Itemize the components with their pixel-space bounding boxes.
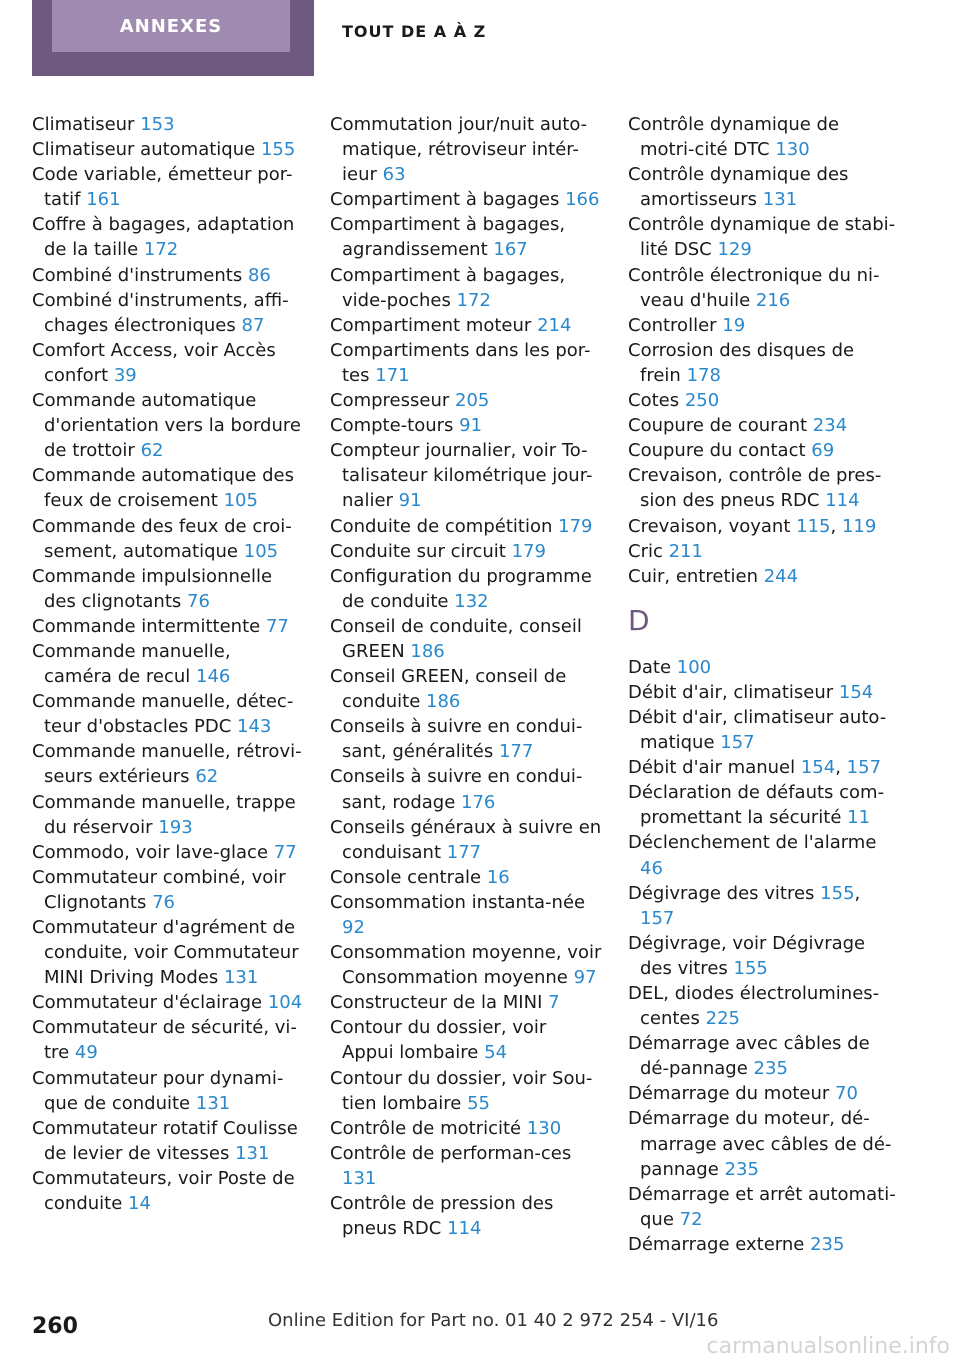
page-reference-link[interactable]: 39 bbox=[113, 364, 137, 386]
index-entry bbox=[330, 112, 602, 187]
page-reference-link[interactable]: 114 bbox=[825, 490, 860, 512]
index-entry bbox=[32, 739, 304, 789]
page-reference-link[interactable]: 153 bbox=[140, 114, 175, 135]
page-reference-link[interactable]: 115 bbox=[796, 515, 831, 537]
page-reference-link[interactable]: 167 bbox=[493, 239, 528, 261]
index-entry bbox=[330, 313, 602, 338]
index-entry bbox=[330, 1066, 602, 1116]
index-entry bbox=[628, 1106, 898, 1181]
page-reference-link[interactable]: 214 bbox=[537, 314, 572, 336]
index-entry: Dégivrage des vitres 155, 157 bbox=[628, 882, 861, 929]
page-reference-link[interactable]: 119 bbox=[841, 515, 877, 537]
index-entry bbox=[32, 689, 304, 739]
index-entry bbox=[330, 940, 602, 990]
index-entry-text: Débit d'air, climatiseur auto-matique bbox=[628, 706, 887, 754]
index-entry-text: Commutateur de sécurité, vi-tre bbox=[32, 1017, 297, 1064]
index-entry-text: Compartiment à bagages bbox=[330, 189, 560, 211]
index-entry-text: Démarrage avec câbles de dé-pannage bbox=[628, 1033, 870, 1080]
index-entry bbox=[32, 990, 304, 1015]
page-reference-link[interactable]: 157 bbox=[640, 907, 675, 929]
index-entry bbox=[330, 1141, 602, 1191]
index-entry bbox=[330, 815, 602, 865]
index-entry bbox=[32, 112, 304, 137]
index-entry-text: Controller bbox=[628, 314, 717, 336]
index-entry-text: Coupure du contact bbox=[628, 440, 806, 462]
index-entry-text: Contour du dossier, voir Appui lombaire bbox=[330, 1017, 547, 1064]
index-entry-text: Conseil de conduite, conseil GREEN bbox=[330, 615, 582, 662]
page-reference-link[interactable]: 178 bbox=[686, 364, 721, 386]
page-reference-link[interactable]: 14 bbox=[128, 1193, 151, 1215]
index-entry bbox=[330, 514, 602, 539]
index-entry-text: Climatiseur bbox=[32, 114, 135, 135]
index-entry bbox=[330, 187, 602, 212]
chapter-tab bbox=[32, 0, 314, 76]
index-entry-text: Consommation moyenne, voir Consommation moyenne bbox=[330, 942, 602, 989]
page-reference-link[interactable]: 132 bbox=[454, 590, 489, 612]
index-entry bbox=[628, 162, 898, 212]
index-entry-text: Commande manuelle, trappe du réservoir bbox=[32, 791, 296, 838]
page-reference-link[interactable]: 205 bbox=[455, 390, 490, 412]
page-reference-link[interactable]: 171 bbox=[375, 364, 410, 386]
page-reference-link[interactable]: 76 bbox=[152, 891, 175, 913]
page-reference-link[interactable]: 131 bbox=[762, 189, 798, 211]
index-entry bbox=[330, 764, 602, 814]
index-column-3 bbox=[628, 112, 898, 1257]
index-entry-text: Contrôle de pression des pneus RDC bbox=[330, 1193, 554, 1240]
index-entry bbox=[330, 614, 602, 664]
index-entry bbox=[628, 413, 898, 438]
chapter-tab-label: ANNEXES bbox=[52, 0, 290, 52]
index-entry-text: Commodo, voir lave-glace bbox=[32, 841, 269, 863]
page-reference-link[interactable]: 161 bbox=[86, 189, 121, 211]
index-entry bbox=[32, 338, 304, 388]
index-entry-text: Déclaration de défauts com-promettant la sécurité bbox=[628, 782, 885, 829]
index-entry-text: Coffre à bagages, adaptation de la taille bbox=[32, 214, 295, 261]
index-entry-text: Coupure de courant bbox=[628, 415, 808, 437]
page-reference-link[interactable]: 76 bbox=[187, 590, 210, 612]
index-entry-text: Débit d'air, climatiseur bbox=[628, 681, 834, 703]
page-reference-link[interactable]: 172 bbox=[143, 239, 179, 261]
page-reference-link[interactable]: 235 bbox=[810, 1233, 845, 1255]
page-reference-link[interactable]: 177 bbox=[446, 841, 482, 863]
index-entry bbox=[330, 890, 602, 940]
page-reference-link[interactable]: 235 bbox=[753, 1058, 788, 1080]
index-entry bbox=[330, 212, 602, 262]
page-reference-link[interactable]: 177 bbox=[498, 741, 534, 763]
index-entry-text: Conseils généraux à suivre en conduisant bbox=[330, 816, 602, 863]
index-entry-text: Commande automatique des feux de croisement bbox=[32, 465, 294, 512]
index-entry-text: Commutateur d'agrément de conduite, voir Commutateur MINI Driving Modes bbox=[32, 917, 299, 989]
page-reference-link[interactable]: 179 bbox=[558, 515, 593, 537]
index-column-2 bbox=[330, 112, 602, 1241]
index-entry bbox=[330, 263, 602, 313]
index-entry-text: Contrôle de performan-ces bbox=[330, 1142, 572, 1164]
page-reference-link[interactable]: 69 bbox=[811, 440, 835, 462]
index-entry bbox=[330, 413, 602, 438]
index-entry bbox=[32, 212, 304, 262]
index-entry-text: Compte-tours bbox=[330, 415, 454, 437]
page-reference-link[interactable]: 131 bbox=[223, 967, 259, 989]
index-entry-text: Commande manuelle, caméra de recul bbox=[32, 640, 231, 688]
page-reference-link[interactable]: 130 bbox=[526, 1117, 562, 1139]
index-entry-text: Commande automatique d'orientation vers la bordure de trottoir bbox=[32, 390, 301, 462]
page-reference-link[interactable]: 62 bbox=[140, 440, 164, 462]
index-entry-text: Compresseur bbox=[330, 390, 450, 412]
index-entry bbox=[330, 564, 602, 614]
index-entry bbox=[330, 1191, 602, 1241]
index-entry-text: Cuir, entretien bbox=[628, 565, 758, 587]
index-entry-text: Console centrale bbox=[330, 866, 482, 888]
page-reference-link[interactable]: 77 bbox=[265, 615, 289, 637]
index-entry bbox=[330, 388, 602, 413]
index-entry-text: Démarrage et arrêt automati-que bbox=[628, 1183, 896, 1230]
page-reference-link[interactable]: 91 bbox=[459, 415, 483, 437]
page-reference-link[interactable]: 211 bbox=[668, 540, 703, 562]
index-entry-text: Commutateur rotatif Coulisse de levier de vitesses bbox=[32, 1117, 298, 1164]
page-reference-link[interactable]: 235 bbox=[724, 1158, 759, 1180]
page-reference-link[interactable]: 130 bbox=[775, 139, 810, 161]
page-reference-link[interactable]: 166 bbox=[565, 189, 600, 211]
page-reference-link[interactable]: 131 bbox=[235, 1142, 270, 1164]
index-entry bbox=[330, 1116, 602, 1141]
index-entry bbox=[32, 915, 304, 990]
index-entry-text: Configuration du programme de conduite bbox=[330, 565, 592, 612]
page-reference-link[interactable]: 250 bbox=[684, 390, 720, 412]
index-entry-text: DEL, diodes électrolumines-centes bbox=[628, 983, 880, 1030]
index-entry-text: Dégivrage, voir Dégivrage des vitres bbox=[628, 932, 866, 979]
index-entry-text: Consommation instanta-née bbox=[330, 891, 586, 913]
page-reference-link[interactable]: 114 bbox=[447, 1218, 482, 1240]
index-entry-text: Commutation jour/nuit auto-matique, rétroviseur intér-ieur bbox=[330, 114, 588, 186]
index-entry bbox=[628, 1031, 898, 1081]
index-entry bbox=[32, 840, 304, 865]
page-reference-link[interactable]: 131 bbox=[195, 1092, 231, 1114]
page-reference-link[interactable]: 7 bbox=[548, 992, 560, 1014]
page-reference-link[interactable]: 46 bbox=[640, 857, 663, 879]
index-entry bbox=[330, 438, 602, 513]
index-entry bbox=[628, 1182, 898, 1232]
page-reference-link[interactable]: 155 bbox=[733, 957, 768, 979]
page-reference-link[interactable]: 62 bbox=[195, 766, 219, 788]
page-reference-link[interactable]: 55 bbox=[467, 1092, 490, 1114]
page-reference-link[interactable]: 154 bbox=[838, 681, 874, 703]
index-entry bbox=[330, 990, 602, 1015]
index-entry bbox=[628, 338, 898, 388]
index-entry-text: Conseil GREEN, conseil de conduite bbox=[330, 666, 567, 713]
edition-footer: Online Edition for Part no. 01 40 2 972 254 - VI/16 bbox=[268, 1310, 719, 1331]
watermark: carmanualsonline.info bbox=[706, 1334, 950, 1359]
index-entry bbox=[628, 263, 898, 313]
page-reference-link[interactable]: 97 bbox=[573, 967, 597, 989]
page-reference-link[interactable]: 49 bbox=[74, 1042, 98, 1064]
index-entry bbox=[32, 1066, 304, 1116]
index-entry bbox=[628, 1232, 898, 1257]
page-reference-link[interactable]: 19 bbox=[722, 314, 746, 336]
page-reference-link[interactable]: 104 bbox=[267, 992, 303, 1014]
page-reference-link[interactable]: 105 bbox=[223, 490, 258, 512]
index-entry bbox=[32, 288, 304, 338]
index-entry bbox=[330, 539, 602, 564]
index-entry bbox=[330, 664, 602, 714]
index-entry bbox=[628, 1081, 898, 1106]
index-entry bbox=[32, 564, 304, 614]
index-entry bbox=[32, 614, 304, 639]
index-entry: Débit d'air manuel 154, 157 bbox=[628, 757, 882, 779]
page-number: 260 bbox=[32, 1314, 78, 1339]
page-reference-link[interactable]: 143 bbox=[237, 716, 272, 738]
index-entry-text: Commande intermittente bbox=[32, 615, 261, 637]
index-entry-text: Crevaison, voyant bbox=[628, 515, 791, 537]
index-entry-text: Contour du dossier, voir Sou-tien lombaire bbox=[330, 1067, 593, 1114]
index-entry-text: Contrôle dynamique de motri-cité DTC bbox=[628, 114, 840, 161]
page-reference-link[interactable]: 77 bbox=[273, 841, 297, 863]
index-entry bbox=[628, 463, 898, 513]
index-entry bbox=[628, 564, 898, 589]
index-entry-text: Compartiment à bagages, vide-poches bbox=[330, 264, 566, 311]
index-entry bbox=[32, 263, 304, 288]
section-title: TOUT DE A À Z bbox=[342, 22, 487, 41]
index-entry bbox=[32, 1116, 304, 1166]
page-reference-link[interactable]: 72 bbox=[679, 1208, 703, 1230]
index-entry-text: Crevaison, contrôle de pres-sion des pneus RDC bbox=[628, 465, 882, 512]
index-entry-text: Corrosion des disques de frein bbox=[628, 339, 855, 386]
index-entry bbox=[32, 514, 304, 564]
index-entry bbox=[32, 790, 304, 840]
page-reference-link[interactable]: 179 bbox=[511, 540, 546, 562]
index-entry bbox=[32, 1166, 304, 1216]
page-reference-link[interactable]: 100 bbox=[676, 656, 712, 678]
index-entry-text: Démarrage du moteur, dé-marrage avec câbles de dé-pannage bbox=[628, 1108, 892, 1180]
page-reference-link[interactable]: 225 bbox=[705, 1008, 740, 1030]
index-entry-text: Contrôle dynamique de stabi-lité DSC bbox=[628, 214, 896, 261]
index-entry-text: Dégivrage des vitres bbox=[628, 882, 815, 904]
index-entry bbox=[32, 388, 304, 463]
index-entry-text: Contrôle dynamique des amortisseurs bbox=[628, 164, 849, 211]
index-entry bbox=[32, 162, 304, 212]
page-reference-link[interactable]: 91 bbox=[398, 490, 422, 512]
page-reference-link[interactable]: 172 bbox=[456, 289, 491, 311]
page-reference-link[interactable]: 92 bbox=[342, 917, 365, 938]
page-reference-link[interactable]: 105 bbox=[243, 540, 279, 562]
page-reference-link[interactable]: 176 bbox=[461, 791, 496, 813]
index-entry bbox=[628, 313, 898, 338]
index-entry bbox=[330, 714, 602, 764]
page-reference-link[interactable]: 157 bbox=[846, 757, 882, 779]
index-entry bbox=[628, 931, 898, 981]
page-reference-link[interactable]: 70 bbox=[835, 1083, 858, 1105]
index-entry-text: Date bbox=[628, 656, 672, 678]
page-reference-link[interactable]: 157 bbox=[720, 732, 755, 754]
index-entry bbox=[628, 438, 898, 463]
index-entry-text: Conduite de compétition bbox=[330, 515, 553, 537]
index-entry bbox=[330, 338, 602, 388]
index-entry bbox=[628, 981, 898, 1031]
index-entry-text: Conseils à suivre en condui-sant, rodage bbox=[330, 766, 583, 813]
index-entry bbox=[32, 137, 304, 162]
page-reference-link[interactable]: 154 bbox=[800, 757, 836, 779]
page-reference-link[interactable]: 155 bbox=[260, 139, 296, 161]
page-reference-link[interactable]: 186 bbox=[426, 691, 461, 713]
index-column-1 bbox=[32, 112, 304, 1216]
index-entry bbox=[628, 780, 898, 830]
index-entry bbox=[32, 865, 304, 915]
page-reference-link[interactable]: 155 bbox=[820, 882, 855, 904]
index-entry-text: Constructeur de la MINI bbox=[330, 992, 543, 1014]
index-entry-text: Cric bbox=[628, 540, 663, 562]
index-entry-text: Débit d'air manuel bbox=[628, 757, 796, 779]
page-reference-link[interactable]: 186 bbox=[410, 640, 445, 662]
index-entry-text: Combiné d'instruments bbox=[32, 264, 243, 286]
page-reference-link[interactable]: 86 bbox=[247, 264, 271, 286]
index-entry-text: Code variable, émetteur por-tatif bbox=[32, 164, 293, 211]
page-reference-link[interactable]: 131 bbox=[342, 1167, 377, 1189]
index-entry bbox=[330, 1015, 602, 1065]
index-entry-text: Démarrage du moteur bbox=[628, 1083, 830, 1105]
index-entry-text: Combiné d'instruments, affi-chages électroniques bbox=[32, 289, 289, 336]
page-reference-link[interactable]: 193 bbox=[158, 816, 193, 838]
index-entry-text: Commande impulsionnelle des clignotants bbox=[32, 565, 273, 612]
page-reference-link[interactable]: 87 bbox=[241, 314, 265, 336]
index-entry bbox=[628, 539, 898, 564]
index-entry-text: Commutateur d'éclairage bbox=[32, 992, 263, 1014]
index-entry-text: Comfort Access, voir Accès confort bbox=[32, 339, 276, 386]
index-entry bbox=[32, 463, 304, 513]
index-entry-text: Cotes bbox=[628, 390, 680, 412]
index-letter-heading: D bbox=[628, 603, 650, 637]
index-entry-text: Commutateur combiné, voir Clignotants bbox=[32, 866, 286, 913]
page-reference-link[interactable]: 54 bbox=[484, 1042, 508, 1064]
index-entry bbox=[628, 705, 898, 755]
page-reference-link[interactable]: 234 bbox=[812, 415, 848, 437]
index-entry bbox=[628, 212, 898, 262]
index-entry bbox=[32, 1015, 304, 1065]
page-reference-link[interactable]: 146 bbox=[196, 666, 231, 688]
index-entry-text: Compartiment à bagages, agrandissement bbox=[330, 214, 566, 261]
index-entry-text: Commande manuelle, rétrovi-seurs extérieurs bbox=[32, 741, 302, 788]
index-entry-text: Compteur journalier, voir To-talisateur kilométrique jour-nalier bbox=[330, 440, 593, 512]
index-entry bbox=[628, 655, 898, 680]
index-entry: Crevaison, voyant 115, 119 bbox=[628, 515, 877, 537]
page-reference-link[interactable]: 11 bbox=[847, 807, 871, 829]
index-entry-text: Commande manuelle, détec-teur d'obstacles PDC bbox=[32, 691, 294, 738]
index-entry-text: Conseils à suivre en condui-sant, généralités bbox=[330, 716, 583, 763]
index-entry-text: Compartiment moteur bbox=[330, 314, 532, 336]
index-entry bbox=[628, 388, 898, 413]
page-reference-link[interactable]: 16 bbox=[486, 866, 510, 888]
index-entry-text: Conduite sur circuit bbox=[330, 540, 506, 562]
index-entry bbox=[628, 680, 898, 705]
index-entry-text: Déclenchement de l'alarme bbox=[628, 832, 877, 854]
index-entry bbox=[330, 865, 602, 890]
index-entry bbox=[32, 639, 304, 689]
index-entry-text: Climatiseur automatique bbox=[32, 139, 256, 161]
page-reference-link[interactable]: 129 bbox=[717, 239, 752, 261]
index-entry bbox=[628, 112, 898, 162]
page-reference-link[interactable]: 63 bbox=[382, 164, 406, 186]
index-entry-text: Contrôle électronique du ni-veau d'huile bbox=[628, 264, 880, 311]
index-entry-text: Contrôle de motricité bbox=[330, 1117, 522, 1139]
page-reference-link[interactable]: 244 bbox=[763, 565, 799, 587]
index-entry bbox=[628, 830, 898, 880]
index-entry-text: Commutateur pour dynami-que de conduite bbox=[32, 1067, 284, 1114]
index-entry-text: Commande des feux de croi-sement, automatique bbox=[32, 515, 292, 562]
index-entry-text: Commutateurs, voir Poste de conduite bbox=[32, 1167, 295, 1215]
index-entry-text: Démarrage externe bbox=[628, 1233, 805, 1255]
page-reference-link[interactable]: 216 bbox=[755, 289, 791, 311]
index-entry-text: Compartiments dans les por-tes bbox=[330, 339, 591, 386]
